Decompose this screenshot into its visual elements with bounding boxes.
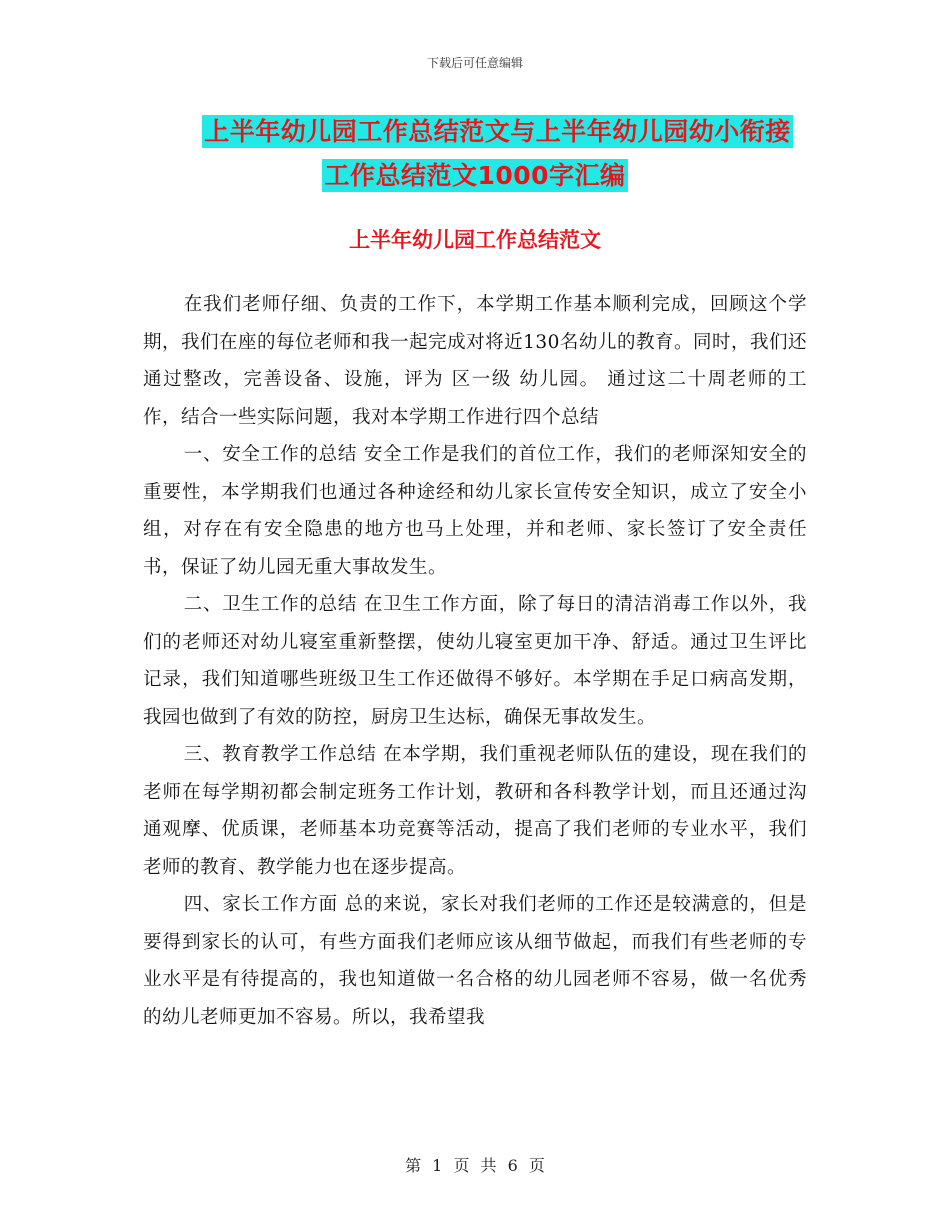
paragraph: 一、安全工作的总结 安全工作是我们的首位工作，我们的老师深知安全的重要性，本学期我们也通过各种途经和幼儿家长宣传安全知识，成立了安全小组，对存在有安全隐患的地方也马上处理，并和老师、家长签订了安全责任书，保证了幼儿园无重大事故发生。: [143, 444, 807, 578]
document-title-line-1: [0, 112, 950, 148]
header-note: 下载后可任意编辑: [426, 56, 523, 70]
paragraph: 在我们老师仔细、负责的工作下，本学期工作基本顺利完成，回顾这个学期，我们在座的每位老师和我一起完成对将近130名幼儿的教育。同时，我们还通过整改，完善设备、设施，评为 区一级 幼儿园。 通过这二十周老师的工作，结合一些实际问题，我对本学期工作进行四个总结: [143, 294, 807, 428]
document-title-line-2: [0, 156, 950, 192]
section-title: 上半年幼儿园工作总结范文: [349, 228, 601, 252]
paragraph: 三、教育教学工作总结 在本学期，我们重视老师队伍的建设，现在我们的老师在每学期初都会制定班务工作计划，教研和各科教学计划，而且还通过沟通观摩、优质课，老师基本功竞赛等活动，提高了我们老师的专业水平，我们老师的教育、教学能力也在逐步提高。: [143, 744, 807, 878]
body-text: [143, 286, 807, 1036]
paragraph: 二、卫生工作的总结 在卫生工作方面，除了每日的清洁消毒工作以外，我们的老师还对幼儿寝室重新整摆，使幼儿寝室更加干净、舒适。通过卫生评比记录，我们知道哪些班级卫生工作还做得不够好。本学期在手足口病高发期，我园也做到了有效的防控，厨房卫生达标，确保无事故发生。: [143, 594, 807, 728]
page-footer: 第 1 页 共 6 页: [405, 1156, 545, 1175]
title-highlight: 上半年幼儿园工作总结范文与上半年幼儿园幼小衔接: [204, 117, 791, 146]
title-highlight: 工作总结范文1000字汇编: [324, 161, 626, 190]
paragraph: 四、家长工作方面 总的来说，家长对我们老师的工作还是较满意的，但是要得到家长的认可，有些方面我们老师应该从细节做起，而我们有些老师的专业水平是有待提高的，我也知道做一名合格的幼儿园老师不容易，做一名优秀的幼儿老师更加不容易。所以，我希望我: [143, 894, 807, 1028]
